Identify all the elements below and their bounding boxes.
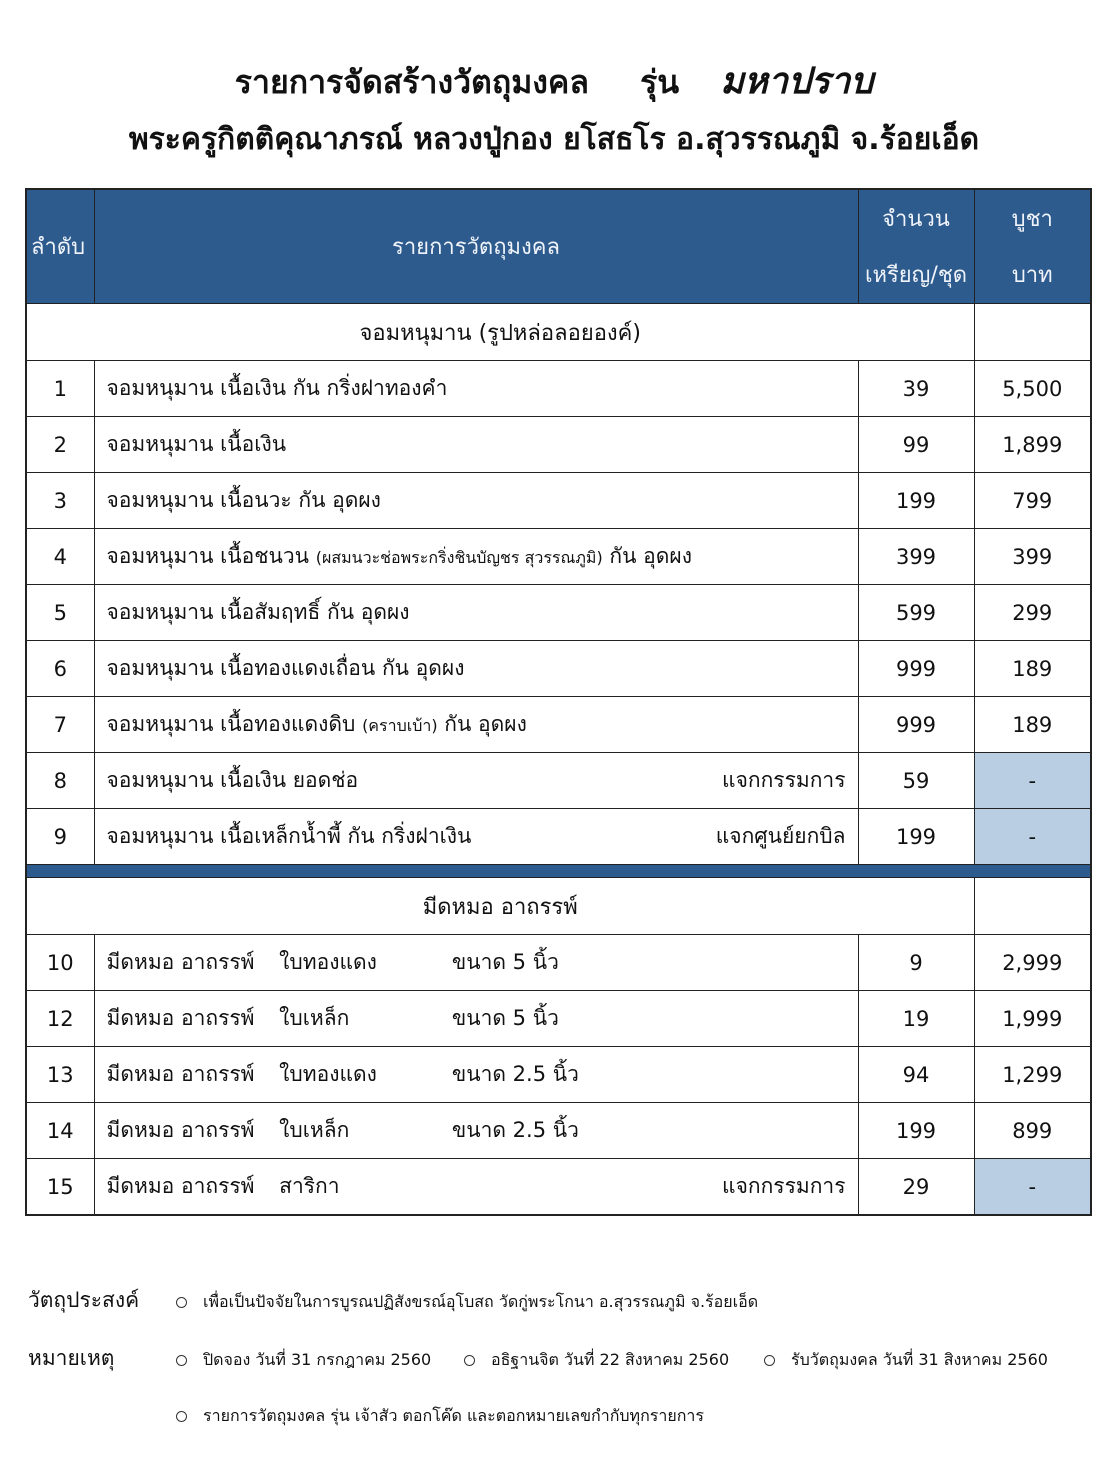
row-item-name: มีดหมอ อาถรรพ์ xyxy=(106,950,255,974)
row-price: 399 xyxy=(974,529,1091,585)
page-subtitle: พระครูกิตติคุณาภรณ์ หลวงปู่กอง ยโสธโร อ.สุวรรณภูมิ จ.ร้อยเอ็ด xyxy=(128,122,980,157)
row-qty: 999 xyxy=(858,641,974,697)
row-item xyxy=(94,935,858,991)
row-price: 5,500 xyxy=(974,361,1091,417)
table-row xyxy=(26,417,1091,473)
row-item: จอมหนุมาน เนื้อนวะ กัน อุดผง xyxy=(94,473,858,529)
row-no: 12 xyxy=(26,991,94,1047)
row-price: 799 xyxy=(974,473,1091,529)
row-price: 899 xyxy=(974,1103,1091,1159)
row-no: 6 xyxy=(26,641,94,697)
row-no: 14 xyxy=(26,1103,94,1159)
header-price xyxy=(974,189,1091,304)
row-item-name: จอมหนุมาน เนื้อทองแดงดิบ xyxy=(106,712,356,736)
purpose-text: เพื่อเป็นปัจจัยในการบูรณปฏิสังขรณ์อุโบสถ วัดกู่พระโกนา อ.สุวรรณภูมิ จ.ร้อยเอ็ด xyxy=(203,1292,759,1311)
row-item-name: มีดหมอ อาถรรพ์ xyxy=(106,1006,255,1030)
row-no: 5 xyxy=(26,585,94,641)
row-qty: 199 xyxy=(858,1103,974,1159)
row-no: 9 xyxy=(26,809,94,865)
table-row xyxy=(26,473,1091,529)
row-qty: 19 xyxy=(858,991,974,1047)
row-item-note: (ผสมนวะช่อพระกริ่งชินบัญชร สุวรรณภูมิ) xyxy=(315,548,603,567)
remark-4: รายการวัตถุมงคล รุ่น เจ้าสัว ตอกโค๊ด และตอกหมายเลขกำกับทุกรายการ xyxy=(203,1406,705,1425)
bullet-icon xyxy=(764,1355,775,1366)
table-row xyxy=(26,935,1091,991)
row-item-blade: ใบเหล็ก xyxy=(279,1118,350,1142)
header-price-line1: บูชา xyxy=(1011,206,1053,232)
row-qty: 39 xyxy=(858,361,974,417)
header-qty-line1: จำนวน xyxy=(882,206,950,232)
row-item xyxy=(94,1159,858,1216)
row-no: 4 xyxy=(26,529,94,585)
table-row xyxy=(26,991,1091,1047)
header-qty xyxy=(858,189,974,304)
row-qty: 9 xyxy=(858,935,974,991)
row-no: 13 xyxy=(26,1047,94,1103)
row-item-tail: กัน อุดผง xyxy=(609,544,692,568)
bullet-icon xyxy=(176,1355,187,1366)
row-price: - xyxy=(974,809,1091,865)
row-item xyxy=(94,991,858,1047)
table-header-row xyxy=(26,189,1091,304)
header-no: ลำดับ xyxy=(26,189,94,304)
row-item-note: (คราบเบ้า) xyxy=(362,716,438,735)
section-title-blank xyxy=(974,878,1091,935)
table-row xyxy=(26,1103,1091,1159)
series-name: มหาปราบ xyxy=(720,60,874,102)
row-price: 2,999 xyxy=(974,935,1091,991)
row-item: จอมหนุมาน เนื้อทองแดงเถื่อน กัน อุดผง xyxy=(94,641,858,697)
row-price: 1,299 xyxy=(974,1047,1091,1103)
row-item-blade: ใบเหล็ก xyxy=(279,1006,350,1030)
row-price: 189 xyxy=(974,641,1091,697)
row-item xyxy=(94,697,858,753)
remark-1: ปิดจอง วันที่ 31 กรกฎาคม 2560 xyxy=(203,1350,432,1369)
header-price-line2: บาท xyxy=(1011,263,1053,289)
section-title-row xyxy=(26,304,1091,361)
row-price: 1,899 xyxy=(974,417,1091,473)
row-qty: 199 xyxy=(858,809,974,865)
series-label: รุ่น xyxy=(640,63,680,101)
row-item-name: มีดหมอ อาถรรพ์ xyxy=(106,1062,255,1086)
row-no: 10 xyxy=(26,935,94,991)
remark-1-line xyxy=(176,1348,431,1373)
purpose-text-line xyxy=(176,1290,758,1315)
amulet-table xyxy=(25,188,1092,1216)
row-item-size: ขนาด 2.5 นิ้ว xyxy=(451,1118,579,1142)
row-item xyxy=(94,1103,858,1159)
row-item-right: แจกศูนย์ยกบิล xyxy=(715,824,846,848)
row-no: 3 xyxy=(26,473,94,529)
header-item: รายการวัตถุมงคล xyxy=(94,189,858,304)
section-title-blank xyxy=(974,304,1091,361)
table-row xyxy=(26,361,1091,417)
row-price: 1,999 xyxy=(974,991,1091,1047)
row-item: จอมหนุมาน เนื้อเงิน กัน กริ่งฝาทองคำ xyxy=(94,361,858,417)
row-no: 8 xyxy=(26,753,94,809)
table-row xyxy=(26,753,1091,809)
table-row xyxy=(26,641,1091,697)
remark-2-line xyxy=(464,1348,729,1373)
row-item-name: จอมหนุมาน เนื้อเหล็กน้ำพี้ กัน กริ่งฝาเงิน xyxy=(106,824,472,848)
section-title-row xyxy=(26,878,1091,935)
section-separator xyxy=(26,865,1091,878)
row-price: - xyxy=(974,753,1091,809)
page-title xyxy=(0,52,1108,109)
row-item xyxy=(94,753,858,809)
row-item-right: แจกกรรมการ xyxy=(722,1174,846,1198)
row-item: จอมหนุมาน เนื้อสัมฤทธิ์ กัน อุดผง xyxy=(94,585,858,641)
remark-label: หมายเหตุ xyxy=(28,1346,115,1370)
row-item-blade: ใบทองแดง xyxy=(279,950,377,974)
remark-2: อธิฐานจิต วันที่ 22 สิงหาคม 2560 xyxy=(491,1350,730,1369)
row-no: 7 xyxy=(26,697,94,753)
row-item-size: ขนาด 5 นิ้ว xyxy=(451,950,559,974)
row-item-size: ขนาด 2.5 นิ้ว xyxy=(451,1062,579,1086)
table-row xyxy=(26,697,1091,753)
bullet-icon xyxy=(464,1355,475,1366)
row-item-name: จอมหนุมาน เนื้อเงิน ยอดช่อ xyxy=(106,768,359,792)
row-qty: 999 xyxy=(858,697,974,753)
table-row xyxy=(26,585,1091,641)
row-price: 189 xyxy=(974,697,1091,753)
table-row xyxy=(26,1047,1091,1103)
row-no: 2 xyxy=(26,417,94,473)
remark-3-line xyxy=(764,1348,1048,1373)
row-item-blade: ใบทองแดง xyxy=(279,1062,377,1086)
row-qty: 599 xyxy=(858,585,974,641)
row-qty: 29 xyxy=(858,1159,974,1216)
row-item-name: มีดหมอ อาถรรพ์ xyxy=(106,1174,255,1198)
row-item-name: จอมหนุมาน เนื้อชนวน xyxy=(106,544,310,568)
row-item xyxy=(94,529,858,585)
separator-bar xyxy=(26,865,1091,878)
row-qty: 199 xyxy=(858,473,974,529)
row-qty: 399 xyxy=(858,529,974,585)
table-row xyxy=(26,529,1091,585)
row-item xyxy=(94,1047,858,1103)
row-price: - xyxy=(974,1159,1091,1216)
row-no: 15 xyxy=(26,1159,94,1216)
section-title: มีดหมอ อาถรรพ์ xyxy=(26,878,974,935)
bullet-icon xyxy=(176,1411,187,1422)
remark-3: รับวัตถุมงคล วันที่ 31 สิงหาคม 2560 xyxy=(791,1350,1048,1369)
section-title: จอมหนุมาน (รูปหล่อลอยองค์) xyxy=(26,304,974,361)
row-qty: 59 xyxy=(858,753,974,809)
header-qty-line2: เหรียญ/ชุด xyxy=(864,263,968,289)
title-main: รายการจัดสร้างวัตถุมงคล xyxy=(234,63,589,101)
row-qty: 94 xyxy=(858,1047,974,1103)
row-no: 1 xyxy=(26,361,94,417)
table-row xyxy=(26,809,1091,865)
row-item: จอมหนุมาน เนื้อเงิน xyxy=(94,417,858,473)
row-item-size: ขนาด 5 นิ้ว xyxy=(451,1006,559,1030)
row-item-tail: กัน อุดผง xyxy=(444,712,527,736)
remark-4-line xyxy=(176,1404,704,1429)
row-qty: 99 xyxy=(858,417,974,473)
row-price: 299 xyxy=(974,585,1091,641)
purpose-label: วัตถุประสงค์ xyxy=(28,1288,140,1312)
bullet-icon xyxy=(176,1297,187,1308)
row-item-right: แจกกรรมการ xyxy=(722,768,846,792)
row-item xyxy=(94,809,858,865)
row-item-blade: สาริกา xyxy=(279,1174,340,1198)
table-row xyxy=(26,1159,1091,1216)
row-item-name: มีดหมอ อาถรรพ์ xyxy=(106,1118,255,1142)
